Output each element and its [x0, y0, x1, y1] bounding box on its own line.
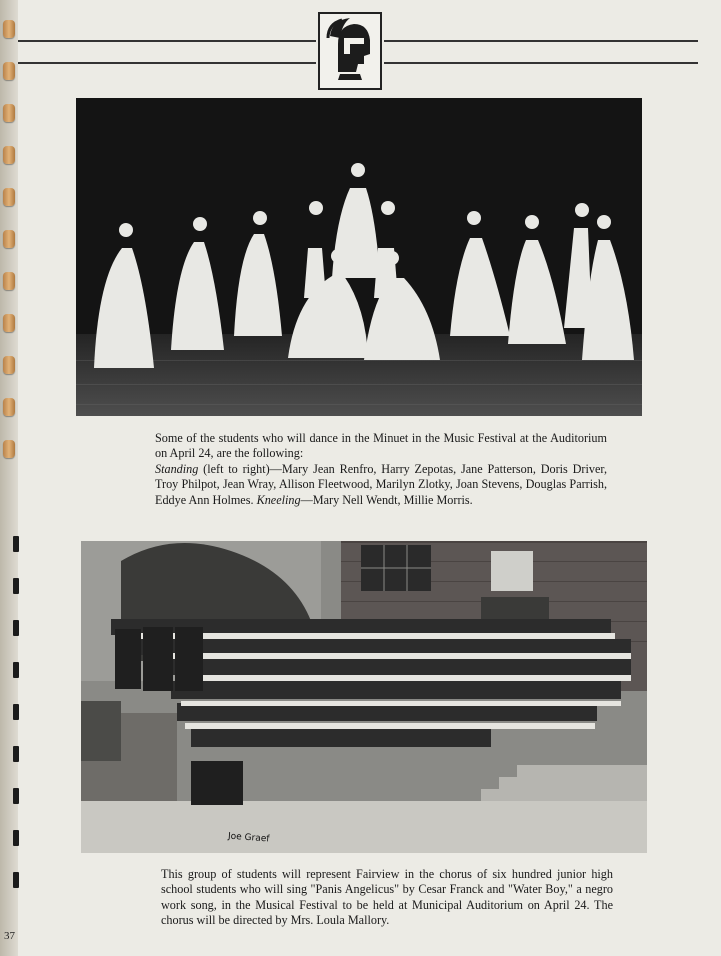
binding-ring — [3, 188, 15, 206]
header-rule-left — [18, 40, 316, 42]
binding-hole — [13, 620, 19, 636]
binding-ring — [3, 356, 15, 374]
kneeling-names: —Mary Nell Wendt, Millie Morris. — [300, 492, 473, 507]
spartan-helmet-icon — [320, 14, 380, 88]
binding-hole — [13, 578, 19, 594]
binding-hole — [13, 872, 19, 888]
page-number: 37 — [4, 930, 15, 942]
binding-ring — [3, 440, 15, 458]
binding-ring — [3, 230, 15, 248]
binding-ring — [3, 62, 15, 80]
chorus-image — [81, 541, 647, 853]
dancers-image — [76, 98, 642, 416]
binding-hole — [13, 704, 19, 720]
binding-ring — [3, 146, 15, 164]
kneeling-label: Kneeling — [256, 492, 301, 507]
binding-hole — [13, 662, 19, 678]
handwritten-name: Joe Graef — [227, 831, 270, 845]
binding-ring — [3, 314, 15, 332]
binding-ring — [3, 104, 15, 122]
header-rule-right — [384, 62, 698, 64]
binding-hole — [13, 746, 19, 762]
binding-ring — [3, 272, 15, 290]
school-emblem — [318, 12, 382, 90]
binding-hole — [13, 830, 19, 846]
chorus-caption: This group of students will represent Fairview in the chorus of six hundred junior high school students who will sing "Panis Angelicus" by Cesar Franck and "Water Boy," a negro work song, in the Musical Festival to be held at Municipal Auditorium on April 24. The chorus will be directed by Mrs. Loula Mallory. — [161, 867, 613, 928]
chorus-group-photo — [81, 541, 647, 853]
binding-spine — [0, 0, 18, 956]
standing-names: (left to right)—Mary Jean Renfro, Harry Zepotas, Jane Patterson, Doris Driver, Troy Philpot, Jean Wray, Allison Fleetwood, Marilyn Zlotky, Joan Stevens, Douglas Parrish, Eddye Ann Holmes. — [155, 461, 607, 507]
standing-label: Standing — [155, 461, 199, 476]
binding-hole — [13, 788, 19, 804]
header-rule-right — [384, 40, 698, 42]
minuet-dancers-photo — [76, 98, 642, 416]
caption-intro: Some of the students who will dance in the Minuet in the Music Festival at the Auditorium on April 24, are the following: — [155, 431, 607, 461]
binding-hole — [13, 536, 19, 552]
binding-ring — [3, 398, 15, 416]
binding-ring — [3, 20, 15, 38]
header-rule-left — [18, 62, 316, 64]
minuet-caption — [155, 431, 607, 508]
